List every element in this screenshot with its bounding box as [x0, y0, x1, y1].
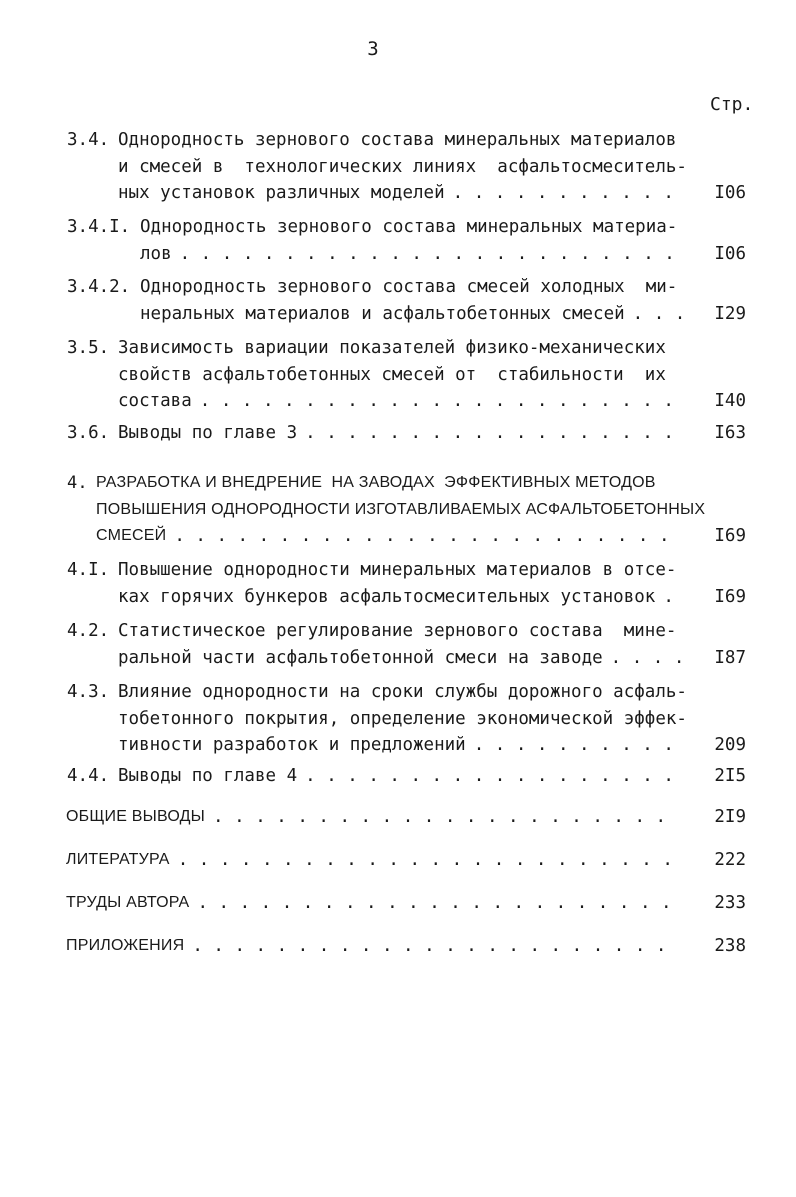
toc-entry-number: 4.4.: [67, 766, 110, 786]
toc-entry-number: 4.I.: [67, 560, 110, 580]
toc-entry-text: ЛИТЕРАТУРА: [66, 851, 170, 868]
dot-leader: . . . . . . . . . . . . . . . . . . . . . . . .: [179, 243, 675, 264]
dot-leader: .: [663, 586, 674, 607]
toc-entry-text: ПРИЛОЖЕНИЯ: [66, 937, 185, 954]
page-column-header: Стр.: [710, 94, 754, 115]
toc-entry-number: 3.4.2.: [67, 277, 131, 297]
dot-leader: . . . . . . . . . . . . . . . . . . . . . . . .: [177, 850, 673, 870]
toc-page-number: 233: [714, 893, 746, 913]
toc-entry-number: 4.3.: [67, 682, 110, 702]
dot-leader: . . . . . . . . . .: [473, 735, 674, 755]
toc-entry-text: СМЕСЕЙ: [96, 527, 167, 544]
toc-entry-text: неральных материалов и асфальтобетонных смесей: [140, 303, 625, 324]
toc-page-number: 2I9: [714, 807, 746, 827]
toc-entry-text: Зависимость вариации показателей физико-механических: [118, 338, 666, 358]
dot-leader: . . . . . . . . . . . . . . . . . . . . . . . .: [174, 526, 670, 546]
toc-entry-text: тобетонного покрытия, определение экономической эффек-: [118, 708, 687, 729]
dot-leader: . . . . . . . . . . .: [452, 183, 674, 203]
toc-page-number: I40: [714, 391, 746, 411]
toc-page-number: I29: [714, 303, 746, 324]
dot-leader: . . . . . . . . . . . . . . . . . . . . . .: [213, 807, 667, 827]
toc-entry-text: Статистическое регулирование зернового состава мине-: [118, 621, 677, 641]
dot-leader: . . . . . . . . . . . . . . . . . .: [305, 423, 674, 443]
toc-entry-text: и смесей в технологических линиях асфальтосмеситель-: [118, 156, 687, 177]
toc-entry-text: ральной части асфальтобетонной смеси на заводе: [118, 647, 603, 668]
dot-leader: . . . .: [610, 647, 685, 668]
toc-entry-text: Однородность зернового состава минеральных материа-: [140, 217, 678, 237]
toc-entry-number: 4.: [67, 473, 88, 493]
toc-entry-text: тивности разработок и предложений: [118, 735, 466, 755]
toc-page-number: I63: [714, 423, 746, 443]
dot-leader: . . . . . . . . . . . . . . . . . .: [305, 766, 674, 786]
toc-page-number: 209: [714, 735, 746, 755]
toc-entry-text: Выводы по главе 4: [118, 766, 298, 786]
toc-page-number: I87: [714, 647, 746, 668]
toc-page-number: 222: [714, 850, 746, 870]
toc-page-number: 238: [714, 936, 746, 956]
toc-entry-text: ках горячих бункеров асфальтосмесительных установок: [118, 586, 656, 607]
toc-entry-number: 3.4.I.: [67, 217, 131, 237]
toc-entry-number: 3.4.: [67, 130, 110, 150]
toc-entry-text: Однородность зернового состава минеральных материалов: [118, 130, 677, 150]
toc-entry-text: состава: [118, 391, 192, 411]
toc-page-number: I06: [714, 243, 746, 264]
toc-page-number: I06: [714, 183, 746, 203]
toc-entry-text: Влияние однородности на сроки службы дорожного асфаль-: [118, 682, 687, 702]
toc-entry-text: ТРУДЫ АВТОРА: [66, 894, 190, 911]
toc-entry-number: 3.6.: [67, 423, 110, 443]
toc-page-number: 2I5: [714, 766, 746, 786]
toc-entry-text: ных установок различных моделей: [118, 183, 445, 203]
toc-entry-text: ПОВЫШЕНИЯ ОДНОРОДНОСТИ ИЗГОТАВЛИВАЕМЫХ АСФАЛЬТОБЕТОННЫХ: [96, 500, 706, 518]
toc-entry-number: 4.2.: [67, 621, 110, 641]
toc-entry-text: Повышение однородности минеральных материалов в отсе-: [118, 560, 677, 580]
toc-page-number: I69: [714, 526, 746, 546]
dot-leader: . . .: [632, 303, 686, 324]
toc-entry-text: свойств асфальтобетонных смесей от стабильности их: [118, 364, 666, 385]
page-number: 3: [367, 38, 379, 60]
toc-entry-text: Однородность зернового состава смесей холодных ми-: [140, 277, 678, 297]
toc-entry-number: 3.5.: [67, 338, 110, 358]
toc-entry-text: Выводы по главе 3: [118, 423, 298, 443]
dot-leader: . . . . . . . . . . . . . . . . . . . . . . .: [199, 391, 674, 411]
dot-leader: . . . . . . . . . . . . . . . . . . . . . . .: [192, 936, 667, 956]
toc-entry-text: ОБЩИЕ ВЫВОДЫ: [66, 808, 206, 825]
dot-leader: . . . . . . . . . . . . . . . . . . . . . . .: [197, 893, 672, 913]
toc-page-number: I69: [714, 586, 746, 607]
toc-entry-text: РАЗРАБОТКА И ВНЕДРЕНИЕ НА ЗАВОДАХ ЭФФЕКТИВНЫХ МЕТОДОВ: [96, 474, 656, 491]
toc-entry-text: лов: [140, 243, 172, 264]
